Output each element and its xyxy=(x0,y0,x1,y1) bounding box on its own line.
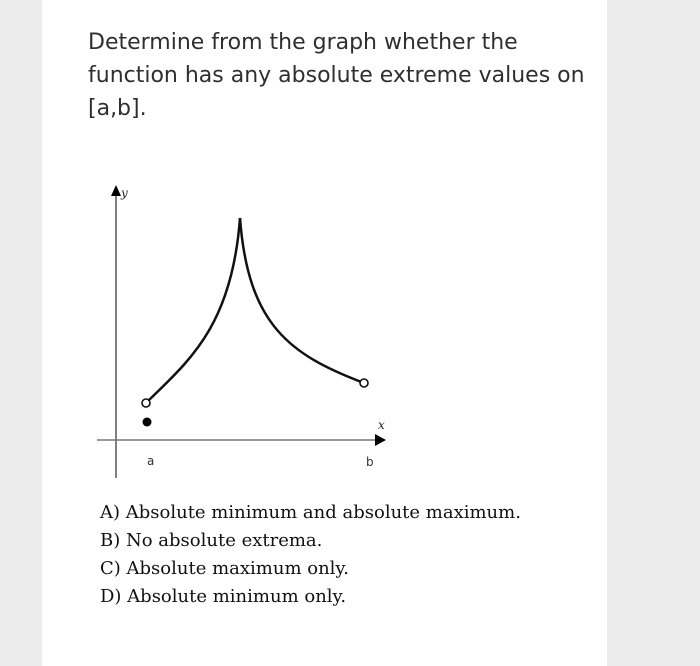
option-b[interactable]: B) No absolute extrema. xyxy=(100,530,323,551)
curve-left-branch xyxy=(148,218,240,401)
open-endpoint-right xyxy=(360,379,368,387)
x-axis-arrow xyxy=(375,434,386,446)
question-text: Determine from the graph whether the function has any absolute extreme values on [a,b]. xyxy=(88,30,585,121)
curve-right-branch xyxy=(240,218,364,383)
option-d[interactable]: D) Absolute minimum only. xyxy=(100,586,347,607)
option-c[interactable]: C) Absolute maximum only. xyxy=(100,558,349,579)
x-axis-label: x xyxy=(378,418,385,432)
y-axis-arrow xyxy=(111,185,121,196)
answer-options xyxy=(100,499,521,611)
b-label: b xyxy=(366,455,374,469)
y-axis-label: y xyxy=(121,186,128,200)
option-a[interactable]: A) Absolute minimum and absolute maximum. xyxy=(100,502,521,523)
filled-point-a xyxy=(143,418,152,427)
open-endpoint-left xyxy=(142,399,150,407)
a-label: a xyxy=(147,454,155,468)
